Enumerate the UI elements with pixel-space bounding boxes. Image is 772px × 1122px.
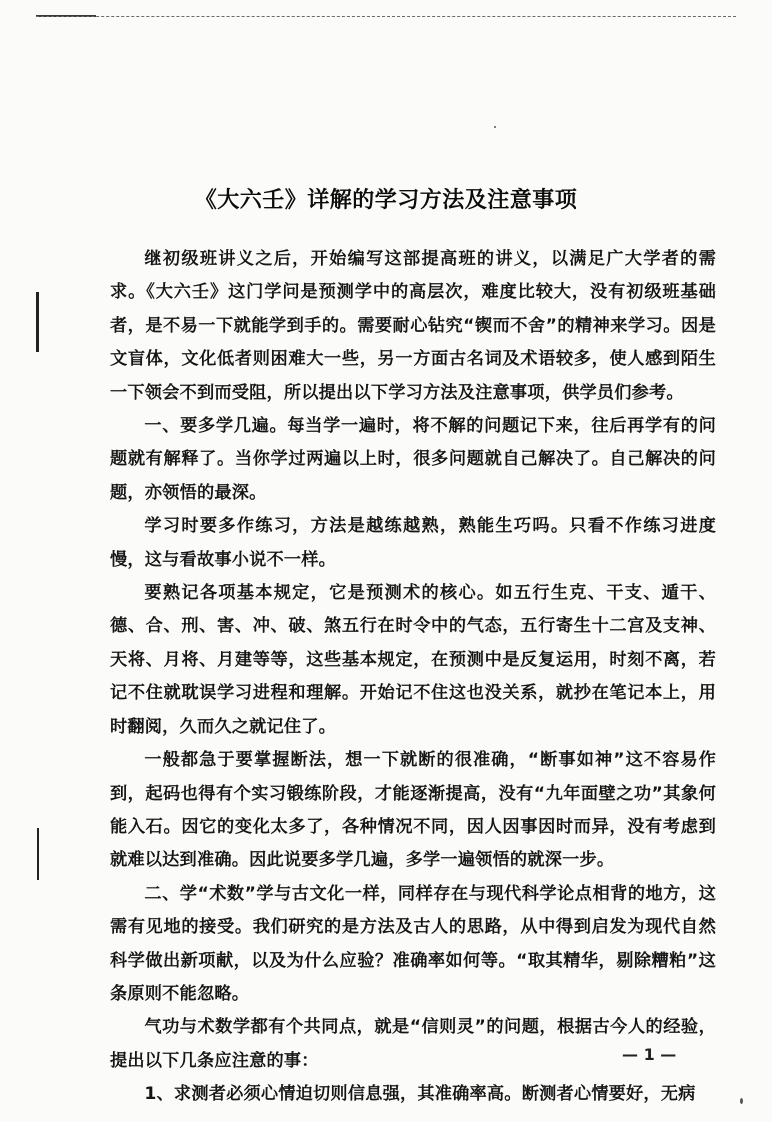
header-rule-dashed [36,16,736,17]
paragraph: 1、求测者必须心情迫切则信息强，其准确率高。断测者心情要好，无病 [144,1084,696,1105]
paragraph: 一、要多学几遍。每当学一遍时，将不解的问题记下来，往后再学有的问题就有解释了。当你学过两遍以上时，很多问题就自己解决了。自己解决的问题，亦领悟的最深。 [110,416,716,503]
paragraph: 二、学“术数”学与古文化一样，同样存在与现代科学论点相背的地方，这需有见地的接受。我们研究的是方法及古人的思路，从中得到启发为现代自然科学做出新项献，以及为什么应验？准确率如何等。“取其精华，剔除糟粕”这条原则不能忽略。 [110,883,716,1004]
paragraph: 继初级班讲义之后，开始编写这部提高班的讲义，以满足广大学者的需求。《大六壬》这门学问是预测学中的高层次，难度比较大，没有初级班基础者，是不易一下就能学到手的。需要耐心钻究“锲而不舍”的精神来学习。因是文盲体，文化低者则困难大一些，另一方面古名词及术语较多，使人感到陌生一下领会不到而受阻，所以提出以下学习方法及注意事项，供学员们参考。 [110,249,716,403]
document-body [110,243,716,1112]
scan-artifact-bar [36,292,39,352]
page-number: — 1 — [622,1045,677,1064]
scan-speck [740,1098,743,1104]
paragraph: 一般都急于要掌握断法，想一下就断的很准确，“断事如神”这不容易作到，起码也得有个实习锻练阶段，才能逐渐提高，没有“九年面壁之功”其象何能入石。因它的变化太多了，各种情况不同，因人因事因时而异，没有考虑到就难以达到准确。因此说要多学几遍，多学一遍领悟的就深一步。 [110,750,716,871]
scan-artifact-bar [37,828,39,880]
paragraph: 要熟记各项基本规定，它是预测术的核心。如五行生克、干支、遁干、德、合、刑、害、冲、破、煞五行在时令中的气态，五行寄生十二宫及支神、天将、月将、月建等等，这些基本规定，在预测中是反复运用，时刻不离，若记不住就耽误学习进程和理解。开始记不住这也没关系，就抄在笔记本上，用时翻阅，久而久之就记住了。 [110,583,716,737]
paragraph: 学习时要多作练习，方法是越练越熟，熟能生巧吗。只看不作练习进度慢，这与看故事小说不一样。 [110,516,716,570]
scan-speck [494,126,496,128]
paragraph: 气功与术数学都有个共同点，就是“信则灵”的问题，根据古今人的经验，提出以下几条应注意的事： [110,1017,716,1071]
document-title: 《大六壬》详解的学习方法及注意事项 [194,188,578,213]
